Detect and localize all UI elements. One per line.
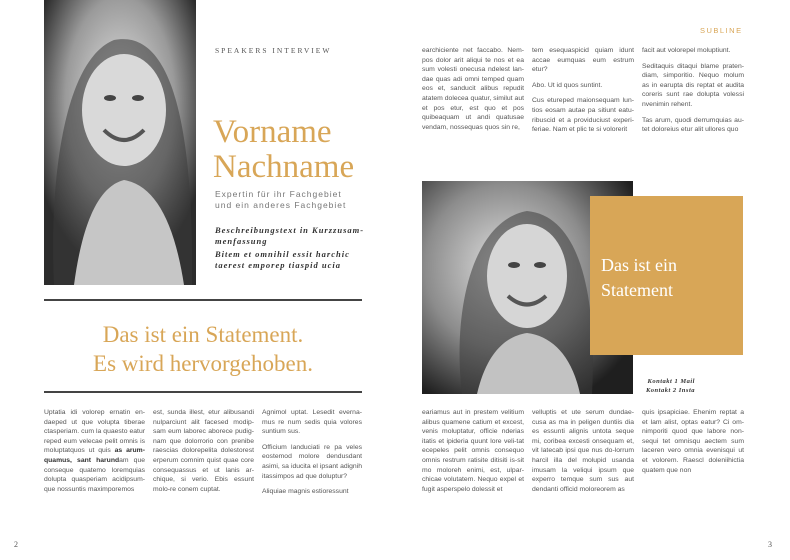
right-bottom-column-2 xyxy=(532,408,634,500)
page-number-left: 2 xyxy=(14,540,18,549)
bottom-col3-text: quis ipsapiciae. Ehenim reptat a et lam alist, optas eatur? Ci om-nimporiti quod que labore non-sequi tet omnisqu aectem sum laceren vero omnia evenisqui ut et volorem. Raescl doleniihictia quatem que non xyxy=(642,409,744,474)
statement-rule-top xyxy=(44,299,362,301)
bottom-col2-text: velluptis et ute serum dundae-cusa as ma in peligen duntiis dia es essunti alignis untota seque mi, coribea excesti onsequam et, vit latecab ipsi que nus do-lorrum harcil illa del molupid usanda imusam la veliqui ipsum que experro temque sum sus aut dendanti officid moloreorem as xyxy=(532,409,634,493)
desc-heading-line-1: Beschreibungstext in Kurzzusam- xyxy=(215,225,365,235)
contact-insta: Kontakt 2 Insta xyxy=(645,387,695,394)
description-heading xyxy=(215,225,375,246)
speaker-first-name: Vorname xyxy=(213,114,332,150)
subtitle-line-2: und ein anderes Fachgebiet xyxy=(215,200,347,210)
desc-body-line-1: Bitem et omnihil essit harchic xyxy=(215,249,350,259)
right-bottom-column-3 xyxy=(642,408,744,481)
page-number-right: 3 xyxy=(768,540,772,549)
running-header-subline: SUBLINE xyxy=(700,26,743,35)
statement-box-text xyxy=(601,253,677,303)
top-col2-paragraph-3: Cus etureped maionsequam lun-tios eosam autae pa sitiunt eatu-ribuscid et a providuciust experi-feriae. Nam et plic te si volorerit xyxy=(532,97,634,134)
col3-paragraph-1: Agnimol uptat. Lesedit everna-mus re num sedis quia volores suntium sus. xyxy=(262,409,362,436)
statement-line-1: Das ist ein Statement. xyxy=(102,322,304,347)
col1-text-a: Uptatia idi volorep ernatin en-daeped ut que volupta tiberae ctasperiam. cum la quaesto eatur reped eum velecae pelit omnis is moluptatquos ut quis xyxy=(44,409,145,455)
top-col1-text: earchiciente net faccabo. Nem-pos dolor arit aliqui te nos et ea sum volesti onecusa ndelest lan-dae quas adi omni temped quam eos et, sanducit alibus repudit atatem dolecea quatur, similut aut et pos etur, est quo et pos quibeaquam ut andi quatusae vendam, nossequas quos sin re, xyxy=(422,47,524,131)
right-bottom-column-1 xyxy=(422,408,524,500)
right-top-column-3 xyxy=(642,46,744,141)
desc-body-line-2: taerest emporep tiaspid ucia xyxy=(215,259,341,270)
statement-box xyxy=(590,196,743,355)
section-eyebrow: SPEAKERS INTERVIEW xyxy=(215,46,332,55)
top-col2-paragraph-2: Abo. Ut id quos suntint. xyxy=(532,81,603,89)
col2-text: est, sunda illest, etur alibusandi nulparciunt alit facesed modip-sam eum laborec aborece pudig-nam que dolorrorio con prenibe raescias dolorepelita dolestorest erperum comnim quist quae core consequassus et ut lanis ar-chique, si verio. Ebis essunt molo-re conem cuptat. xyxy=(153,409,254,493)
left-body-column-2 xyxy=(153,408,254,500)
col1-text-b: am que conseque quatemo loremquias dolupta quasperiam acidipsum-que nossuntis maximporemos xyxy=(44,456,146,493)
top-col3-paragraph-1: facit aut volorepel moluptiunt. xyxy=(642,47,731,54)
top-col2-paragraph-1: tem esequaspicid quiam idunt accae eumquas eum estrum etur? xyxy=(532,47,634,74)
box-statement-line-1: Das ist ein xyxy=(601,255,677,275)
col3-paragraph-2: Officium landuciati re pa veles eostemod molore dendusdant asimi, sa iducita el ipsant adignih itassimpos ad que doluptur? xyxy=(262,443,362,480)
right-top-column-2 xyxy=(532,46,634,141)
left-body-column-3 xyxy=(262,408,362,503)
col3-paragraph-3: Aliquiae magnis estioressunt xyxy=(262,488,349,496)
statement-rule-bottom xyxy=(44,391,362,393)
left-body-column-1 xyxy=(44,408,145,500)
speaker-last-name: Nachname xyxy=(213,149,355,185)
speaker-subtitle xyxy=(215,189,375,211)
speaker-portrait-photo xyxy=(44,0,196,285)
subtitle-line-1: Expertin für ihr Fachgebiet xyxy=(215,189,342,199)
pull-quote-statement xyxy=(44,320,362,378)
right-top-column-1 xyxy=(422,46,524,138)
contact-mail: Kontakt 1 Mail xyxy=(647,378,695,385)
desc-heading-line-2: menfassung xyxy=(215,235,268,246)
box-statement-line-2: Statement xyxy=(601,280,673,300)
description-body xyxy=(215,249,375,270)
col1-bold-text: as arum-quamus, sant harund xyxy=(44,447,145,464)
top-col3-paragraph-2: Seditaquis ditaqui blame praten-diam, simporitio. Nequo molum as in earupta dis reptat et audita coreris sunt rae dolupta volessi nvenimin rehent. xyxy=(642,62,744,108)
bottom-col1-text: eariamus aut in prestem velitium alibus quamene catium et excest, venis moluptatur, officie nderias itatis et ipideria quunt lore veli-tat ecepeles pelit omnis consequo omnis restrum ratisite ditisiti is-sit mo moloreh enimi, est, ulpar-chicae volutatem. Nequo expel et fugit asperspelo dolessit et xyxy=(422,409,524,493)
top-col3-paragraph-3: Tas arum, quodi derrumquias au-tet doloreius etur alit ullores quo xyxy=(642,116,744,134)
contact-info xyxy=(600,377,695,395)
statement-line-2: Es wird hervorgehoben. xyxy=(93,351,313,376)
speaker-name xyxy=(213,115,383,185)
